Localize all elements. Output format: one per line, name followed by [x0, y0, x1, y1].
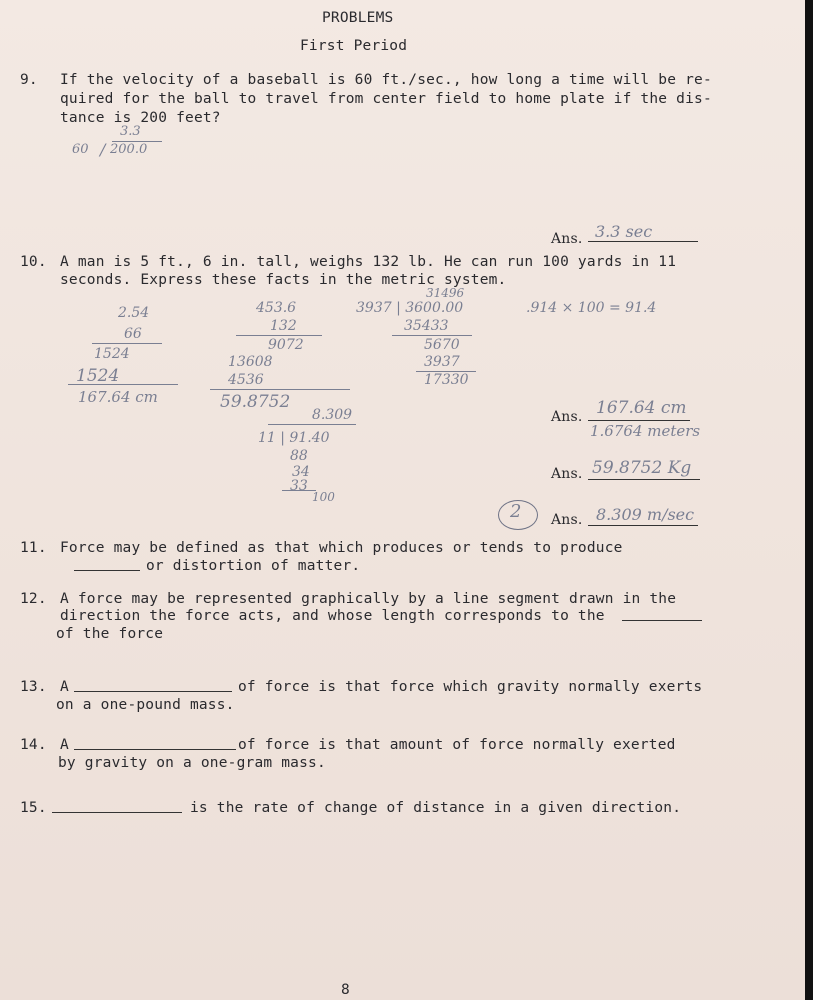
problem-12-line-2: direction the force acts, and whose length corresponds to the: [60, 608, 605, 624]
problem-14-number: 14.: [20, 737, 47, 753]
problem-14-line-2: by gravity on a one-gram mass.: [58, 755, 326, 771]
problem-10-work-c2-9: 88: [290, 448, 308, 464]
problem-12-blank[interactable]: [622, 608, 702, 621]
problem-13-a: A: [60, 679, 69, 695]
problem-12-line-1: A force may be represented graphically by a line segment drawn in the: [60, 591, 677, 607]
problem-15-blank[interactable]: [52, 800, 182, 813]
problem-12-line-3: of the force: [56, 626, 164, 642]
problem-10-work-c2-6: 59.8752: [220, 392, 291, 412]
problem-10-work-c2-bar3: [268, 424, 356, 425]
problem-9-work-dividend: 200.0: [110, 142, 148, 157]
problem-10-ans-2-label: Ans.: [551, 466, 583, 482]
problem-9-number: 9.: [20, 72, 38, 88]
problem-13-number: 13.: [20, 679, 47, 695]
problem-9-line-1: If the velocity of a baseball is 60 ft./sec., how long a time will be re-: [60, 72, 712, 88]
problem-15-number: 15.: [20, 800, 47, 816]
problem-10-work-c1-4: 1524: [76, 366, 120, 386]
problem-10-answer-1: 167.64 cm: [596, 398, 687, 418]
problem-11-line-2: or distortion of matter.: [146, 558, 361, 574]
problem-10-answer-1-line: [588, 420, 690, 421]
problem-10-work-c1-bar: [92, 343, 162, 344]
problem-9-ans-label: Ans.: [551, 231, 583, 247]
problem-9-answer: 3.3 sec: [595, 222, 653, 241]
problem-10-work-c2-8: 11 | 91.40: [258, 430, 330, 446]
problem-11-blank[interactable]: [74, 558, 140, 571]
problem-10-work-c2-12: 100: [312, 490, 335, 504]
problem-10-ans-1-label: Ans.: [551, 409, 583, 425]
scan-edge: [805, 0, 813, 1000]
problem-10-ans-3-label: Ans.: [551, 512, 583, 528]
page-title: PROBLEMS: [322, 10, 394, 26]
problem-10-work-c1-2: 66: [124, 326, 142, 342]
problem-10-answer-3-line: [588, 525, 698, 526]
problem-10-work-c1-bar2: [68, 384, 178, 385]
problem-10-answer-2-line: [588, 479, 700, 480]
problem-10-work-c2-7: 8.309: [312, 407, 353, 423]
problem-10-work-c3-5: 3937: [424, 354, 460, 370]
problem-10-work-c3-1: 3937 | 3600.00: [356, 300, 464, 316]
page-subtitle: First Period: [300, 38, 408, 54]
problem-10-work-c1-1: 2.54: [118, 305, 150, 321]
problem-10-work-c1-3: 1524: [94, 346, 130, 362]
problem-10-work-c2-4: 13608: [228, 354, 273, 370]
problem-9-answer-line: [588, 241, 698, 242]
problem-10-work-c2-bar4: [282, 490, 316, 491]
problem-9-line-2: quired for the ball to travel from center field to home plate if the dis-: [60, 91, 712, 107]
problem-10-work-c3-2: 31496: [426, 286, 465, 300]
problem-9-work-divisor: 60: [72, 142, 89, 157]
problem-10-answer-2: 59.8752 Kg: [592, 458, 692, 478]
problem-10-work-c3-4: 5670: [424, 337, 460, 353]
problem-9-line-3: tance is 200 feet?: [60, 110, 221, 126]
problem-10-work-c3-6: 17330: [424, 372, 469, 388]
problem-10-work-c1-5: 167.64 cm: [78, 388, 158, 406]
problem-13-line-2: on a one-pound mass.: [56, 697, 235, 713]
problem-9-work-quotient: 3.3: [120, 124, 141, 139]
problem-10-line-1: A man is 5 ft., 6 in. tall, weighs 132 lb. He can run 100 yards in 11: [60, 254, 677, 270]
problem-15-line-1: is the rate of change of distance in a given direction.: [190, 800, 682, 816]
problem-10-work-c2-3: 9072: [268, 337, 304, 353]
problem-13-line-1: of force is that force which gravity normally exerts: [238, 679, 703, 695]
problem-12-number: 12.: [20, 591, 47, 607]
problem-10-work-c2-2: 132: [270, 318, 297, 334]
problem-10-work-c2-5: 4536: [228, 372, 264, 388]
problem-10-answer-3: 8.309 m/sec: [596, 505, 695, 524]
problem-14-a: A: [60, 737, 69, 753]
problem-10-work-c2-bar: [236, 335, 322, 336]
page-number: 8: [341, 982, 350, 998]
problem-10-work-c2-1: 453.6: [256, 300, 297, 316]
problem-10-work-c3-bar: [392, 335, 472, 336]
problem-10-answer-1-alt: 1.6764 meters: [590, 422, 701, 440]
circled-mark-digit: 2: [510, 501, 522, 522]
problem-10-work-c4: .914 × 100 = 91.4: [526, 300, 657, 316]
problem-10-number: 10.: [20, 254, 47, 270]
problem-9-work-bracket: /: [100, 140, 106, 159]
problem-11-line-1: Force may be defined as that which produces or tends to produce: [60, 540, 623, 556]
problem-10-work-c2-11: 33: [290, 478, 308, 494]
problem-10-work-c2-10: 34: [292, 464, 310, 480]
problem-10-line-2: seconds. Express these facts in the metric system.: [60, 272, 507, 288]
problem-13-blank[interactable]: [74, 679, 232, 692]
problem-10-work-c2-bar2: [210, 389, 350, 390]
problem-11-number: 11.: [20, 540, 47, 556]
problem-14-line-1: of force is that amount of force normally exerted: [238, 737, 676, 753]
problem-10-work-c3-3: 35433: [404, 318, 449, 334]
problem-14-blank[interactable]: [74, 737, 236, 750]
